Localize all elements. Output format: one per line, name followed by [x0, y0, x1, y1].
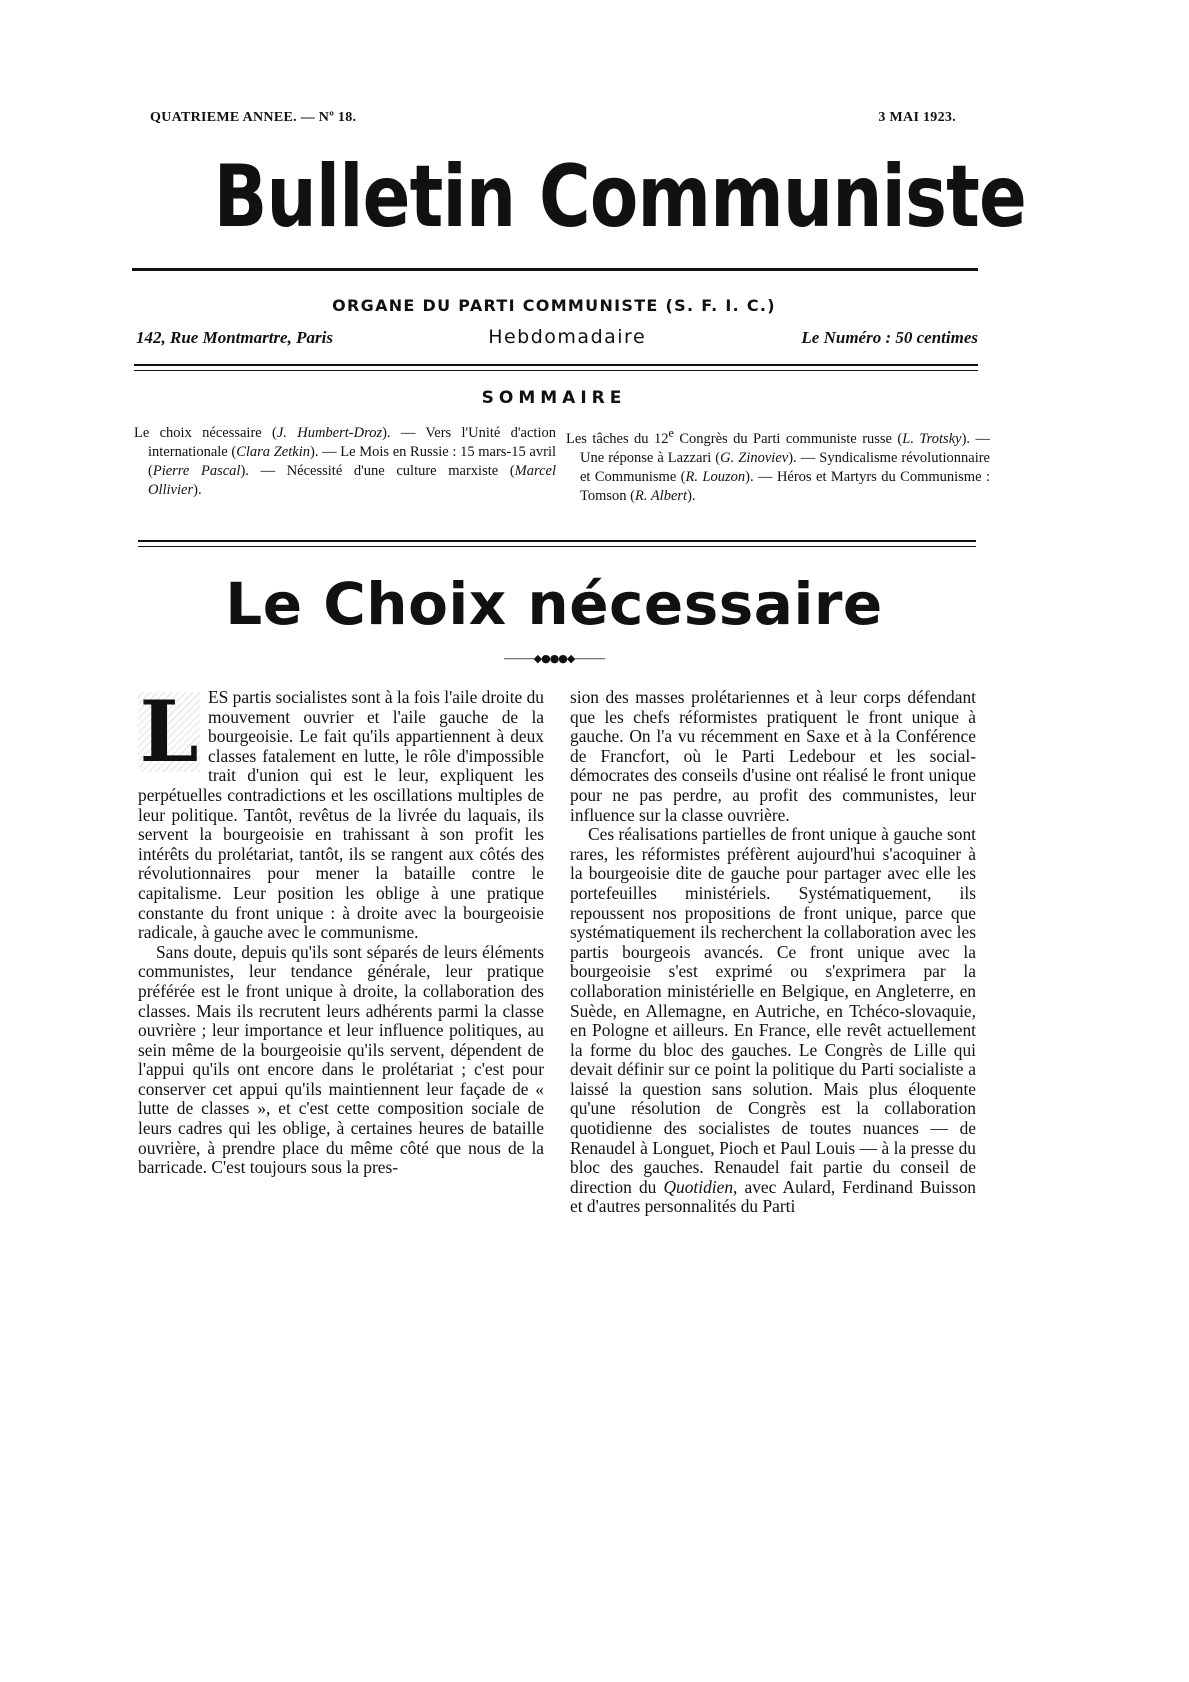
article-paragraph: Sans doute, depuis qu'ils sont séparés de leurs éléments communistes, leur tendance générale, leur pratique préférée est le front unique à droite, la collaboration des classes. Mais ils recrutent leurs adhérents parmi la classe ouvrière ; leur importance et leur influence politiques, au sein même de la bourgeoisie qu'ils servent, dépendent de l'appui qu'ils ont encore dans le prolétariat ; c'est pour conserver cet appui qu'ils maintiennent leur façade de « lutte de classes », et c'est cette composition sociale de leurs cadres qui les oblige, à certaines heures de bataille ouvrière, à prendre place du même côté que nous de la barricade. C'est toujours sous la pres-	[138, 941, 544, 1178]
issue-line	[150, 110, 956, 126]
double-rule-bottom-a	[138, 540, 976, 542]
masthead-rule	[132, 268, 978, 271]
article-paragraph: sion des masses prolétariennes et à leur corps défendant que les chefs réformistes pratiquent le front unique à gauche. On l'a vu récemment en Saxe et à la Conférence de Francfort, où le Parti Ledebour et les social-démocrates des conseils d'usine ont réalisé le front unique pour ne pas perdre, au profit des communistes, leur influence sur la classe ouvrière.	[570, 687, 976, 825]
frequency: Hebdomadaire	[488, 326, 647, 348]
sommaire-title: SOMMAIRE	[481, 388, 627, 408]
sommaire-left: Le choix nécessaire (J. Humbert-Droz). — Vers l'Unité d'action internationale (Clara Zetkin). — Le Mois en Russie : 15 mars-15 avril (Pierre Pascal). — Nécessité d'une culture marxiste (Marcel Ollivier).	[134, 425, 556, 498]
article-column-1	[138, 682, 544, 1178]
first-words: ES	[208, 687, 229, 707]
article-paragraph	[138, 682, 544, 943]
double-rule-bottom-b	[138, 546, 976, 547]
article-paragraph: Ces réalisations partielles de front unique à gauche sont rares, les réformistes préfèrent aujourd'hui s'acoquiner à la bourgeoisie dite de gauche pour partager avec elle les portefeuilles ministériels. Systématiquement, ils repoussent nos propositions de front unique, parce que systématiquement ils recherchent la collaboration avec les partis bourgeois avancés. Ce front unique avec la bourgeoisie s'est exprimé ou s'exprimera par la collaboration ministérielle en Belgique, en Angleterre, en Suède, en Allemagne, en Autriche, en Tchéco-slovaquie, en Pologne et ailleurs. En France, elle revêt actuellement la forme du bloc des gauches. Le Congrès de Lille qui devait définir sur ce point la politique du Parti socialiste a laissé la question sans solution. Mais plus éloquente qu'une résolution de Congrès est la collaboration quotidienne des socialistes de toutes nuances — de Renaudel à Longuet, Pioch et Paul Louis — à la presse du bloc des gauches. Renaudel fait partie du conseil de direction du Quotidien, avec Aulard, Ferdinand Buisson et d'autres personnalités du Parti	[570, 824, 976, 1217]
masthead-title: Bulletin Communiste	[213, 147, 1027, 247]
headline-ornament: ———◆●●●◆———	[503, 652, 605, 665]
drop-cap: L	[139, 682, 199, 781]
issue-date: 3 MAI 1923.	[878, 110, 956, 125]
organe-line: ORGANE DU PARTI COMMUNISTE (S. F. I. C.)	[332, 296, 776, 315]
price: Le Numéro : 50 centimes	[801, 328, 978, 347]
issue-number: QUATRIEME ANNEE. — Nº 18.	[150, 110, 357, 125]
address-line	[136, 326, 978, 348]
article-headline: Le Choix nécessaire	[225, 570, 883, 638]
sommaire-right: Les tâches du 12e Congrès du Parti communiste russe (L. Trotsky). — Une réponse à Lazzari (G. Zinoviev). — Syndicalisme révolutionnaire et Communisme (R. Louzon). — Héros et Martyrs du Communisme : Tomson (R. Albert).	[566, 426, 990, 504]
paragraph-text: partis socialistes sont à la fois l'aile droite du mouvement ouvrier et l'aile gauche de la bourgeoisie. Le fait qu'ils appartiennent à deux classes fatalement en lutte, le rôle d'impossible trait d'union qui est le leur, expliquent les perpétuelles contradictions et les oscillations multiples de leur politique. Tantôt, revêtus de la livrée du laquais, ils servent la bourgeoisie en trahissant à son profit les intérêts du prolétariat, tantôt, ils se rangent aux côtés des révolutionnaires pour mener la bataille contre le capitalisme. Leur position les oblige à une pratique constante du front unique : à droite avec la bourgeoisie radicale, à gauche avec le communisme.	[138, 687, 544, 943]
address: 142, Rue Montmartre, Paris	[136, 328, 333, 347]
article-column-2	[570, 688, 976, 1217]
double-rule-top-a	[134, 364, 978, 366]
double-rule-top-b	[134, 370, 978, 371]
